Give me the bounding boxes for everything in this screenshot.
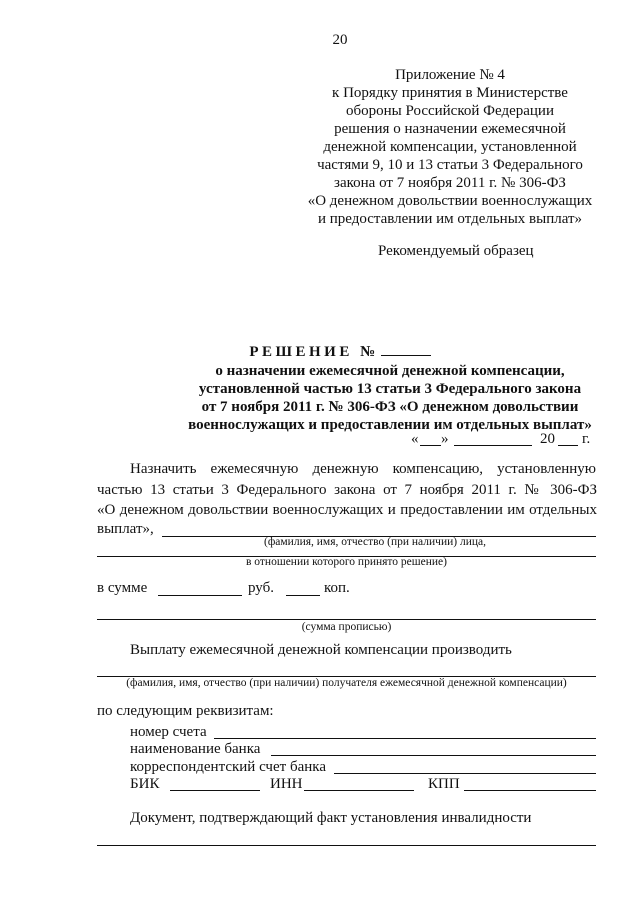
subtitle-line: от 7 ноября 2011 г. № 306-ФЗ «О денежном довольствии [201,399,579,415]
decision-title-text: РЕШЕНИЕ № [249,344,379,360]
appendix-line: решения о назначении ежемесячной [334,121,566,137]
inn-label: ИНН [270,776,303,792]
appendix-line: денежной компенсации, установленной [323,139,577,155]
decision-number-blank[interactable] [381,343,431,356]
appendix-line: к Порядку принятия в Министерстве [332,85,568,101]
body-line: выплат», [97,521,154,537]
body-line: Назначить ежемесячную денежную компенсацию, установленную [130,461,596,477]
caption-amount-words: (сумма прописью) [301,621,392,633]
inn-field[interactable] [304,790,414,791]
document-blank[interactable] [97,845,596,846]
bank-name-label: наименование банка [130,741,261,757]
amount-rub-label: руб. [248,580,274,596]
appendix-header [300,66,600,228]
date-open-quote: « [411,431,419,447]
appendix-line: и предоставлении им отдельных выплат» [317,211,583,227]
caption-fio-person: (фамилия, имя, отчество (при наличии) лица, [264,536,486,548]
date-year-blank[interactable] [558,445,578,446]
appendix-line: «О денежном довольствии военнослужащих [307,193,593,209]
kpp-field[interactable] [464,790,596,791]
amount-rub-blank[interactable] [158,595,242,596]
sample-label: Рекомендуемый образец [378,243,534,259]
decision-title [0,343,640,361]
document-text: Документ, подтверждающий факт установления инвалидности [130,810,532,826]
caption-recipient: (фамилия, имя, отчество (при наличии) получателя ежемесячной денежной компенсации) [126,677,567,689]
decision-subtitle [100,362,640,434]
date-day-blank[interactable] [420,445,441,446]
appendix-line: обороны Российской Федерации [345,103,554,119]
appendix-line: частями 9, 10 и 13 статьи 3 Федерального [317,157,583,173]
amount-kop-label: коп. [324,580,350,596]
corr-account-field[interactable] [334,773,596,774]
date-year-prefix: 20 [540,431,555,447]
date-year-suffix: г. [582,431,591,447]
amount-prefix: в сумме [97,580,148,596]
payment-text: Выплату ежемесячной денежной компенсации производить [130,642,512,658]
appendix-line: закона от 7 ноября 2011 г. № 306-ФЗ [334,175,566,191]
body-line: частью 13 статьи 3 Федерального закона от 7 ноября 2011 г. № 306-ФЗ [97,482,597,498]
date-close-quote: » [441,431,449,447]
subtitle-line: о назначении ежемесячной денежной компенсации, [215,363,565,379]
corr-account-label: корреспондентский счет банка [130,759,326,775]
account-label: номер счета [130,724,207,740]
subtitle-line: установленной частью 13 статьи 3 Федерального закона [198,381,582,397]
requisites-intro: по следующим реквизитам: [97,703,274,719]
caption-decision: в отношении которого принято решение) [246,556,447,568]
bik-label: БИК [130,776,160,792]
amount-words-blank[interactable] [97,619,596,620]
bik-field[interactable] [170,790,260,791]
body-line: «О денежном довольствии военнослужащих и предоставлении им отдельных [97,502,597,518]
page-number: 20 [332,32,348,48]
bank-name-field[interactable] [271,755,596,756]
subtitle-line: военнослужащих и предоставлении им отдельных выплат» [188,417,592,433]
appendix-line: Приложение № 4 [395,67,505,83]
amount-kop-blank[interactable] [286,595,320,596]
kpp-label: КПП [428,776,460,792]
account-field[interactable] [214,738,596,739]
date-month-blank[interactable] [454,445,532,446]
